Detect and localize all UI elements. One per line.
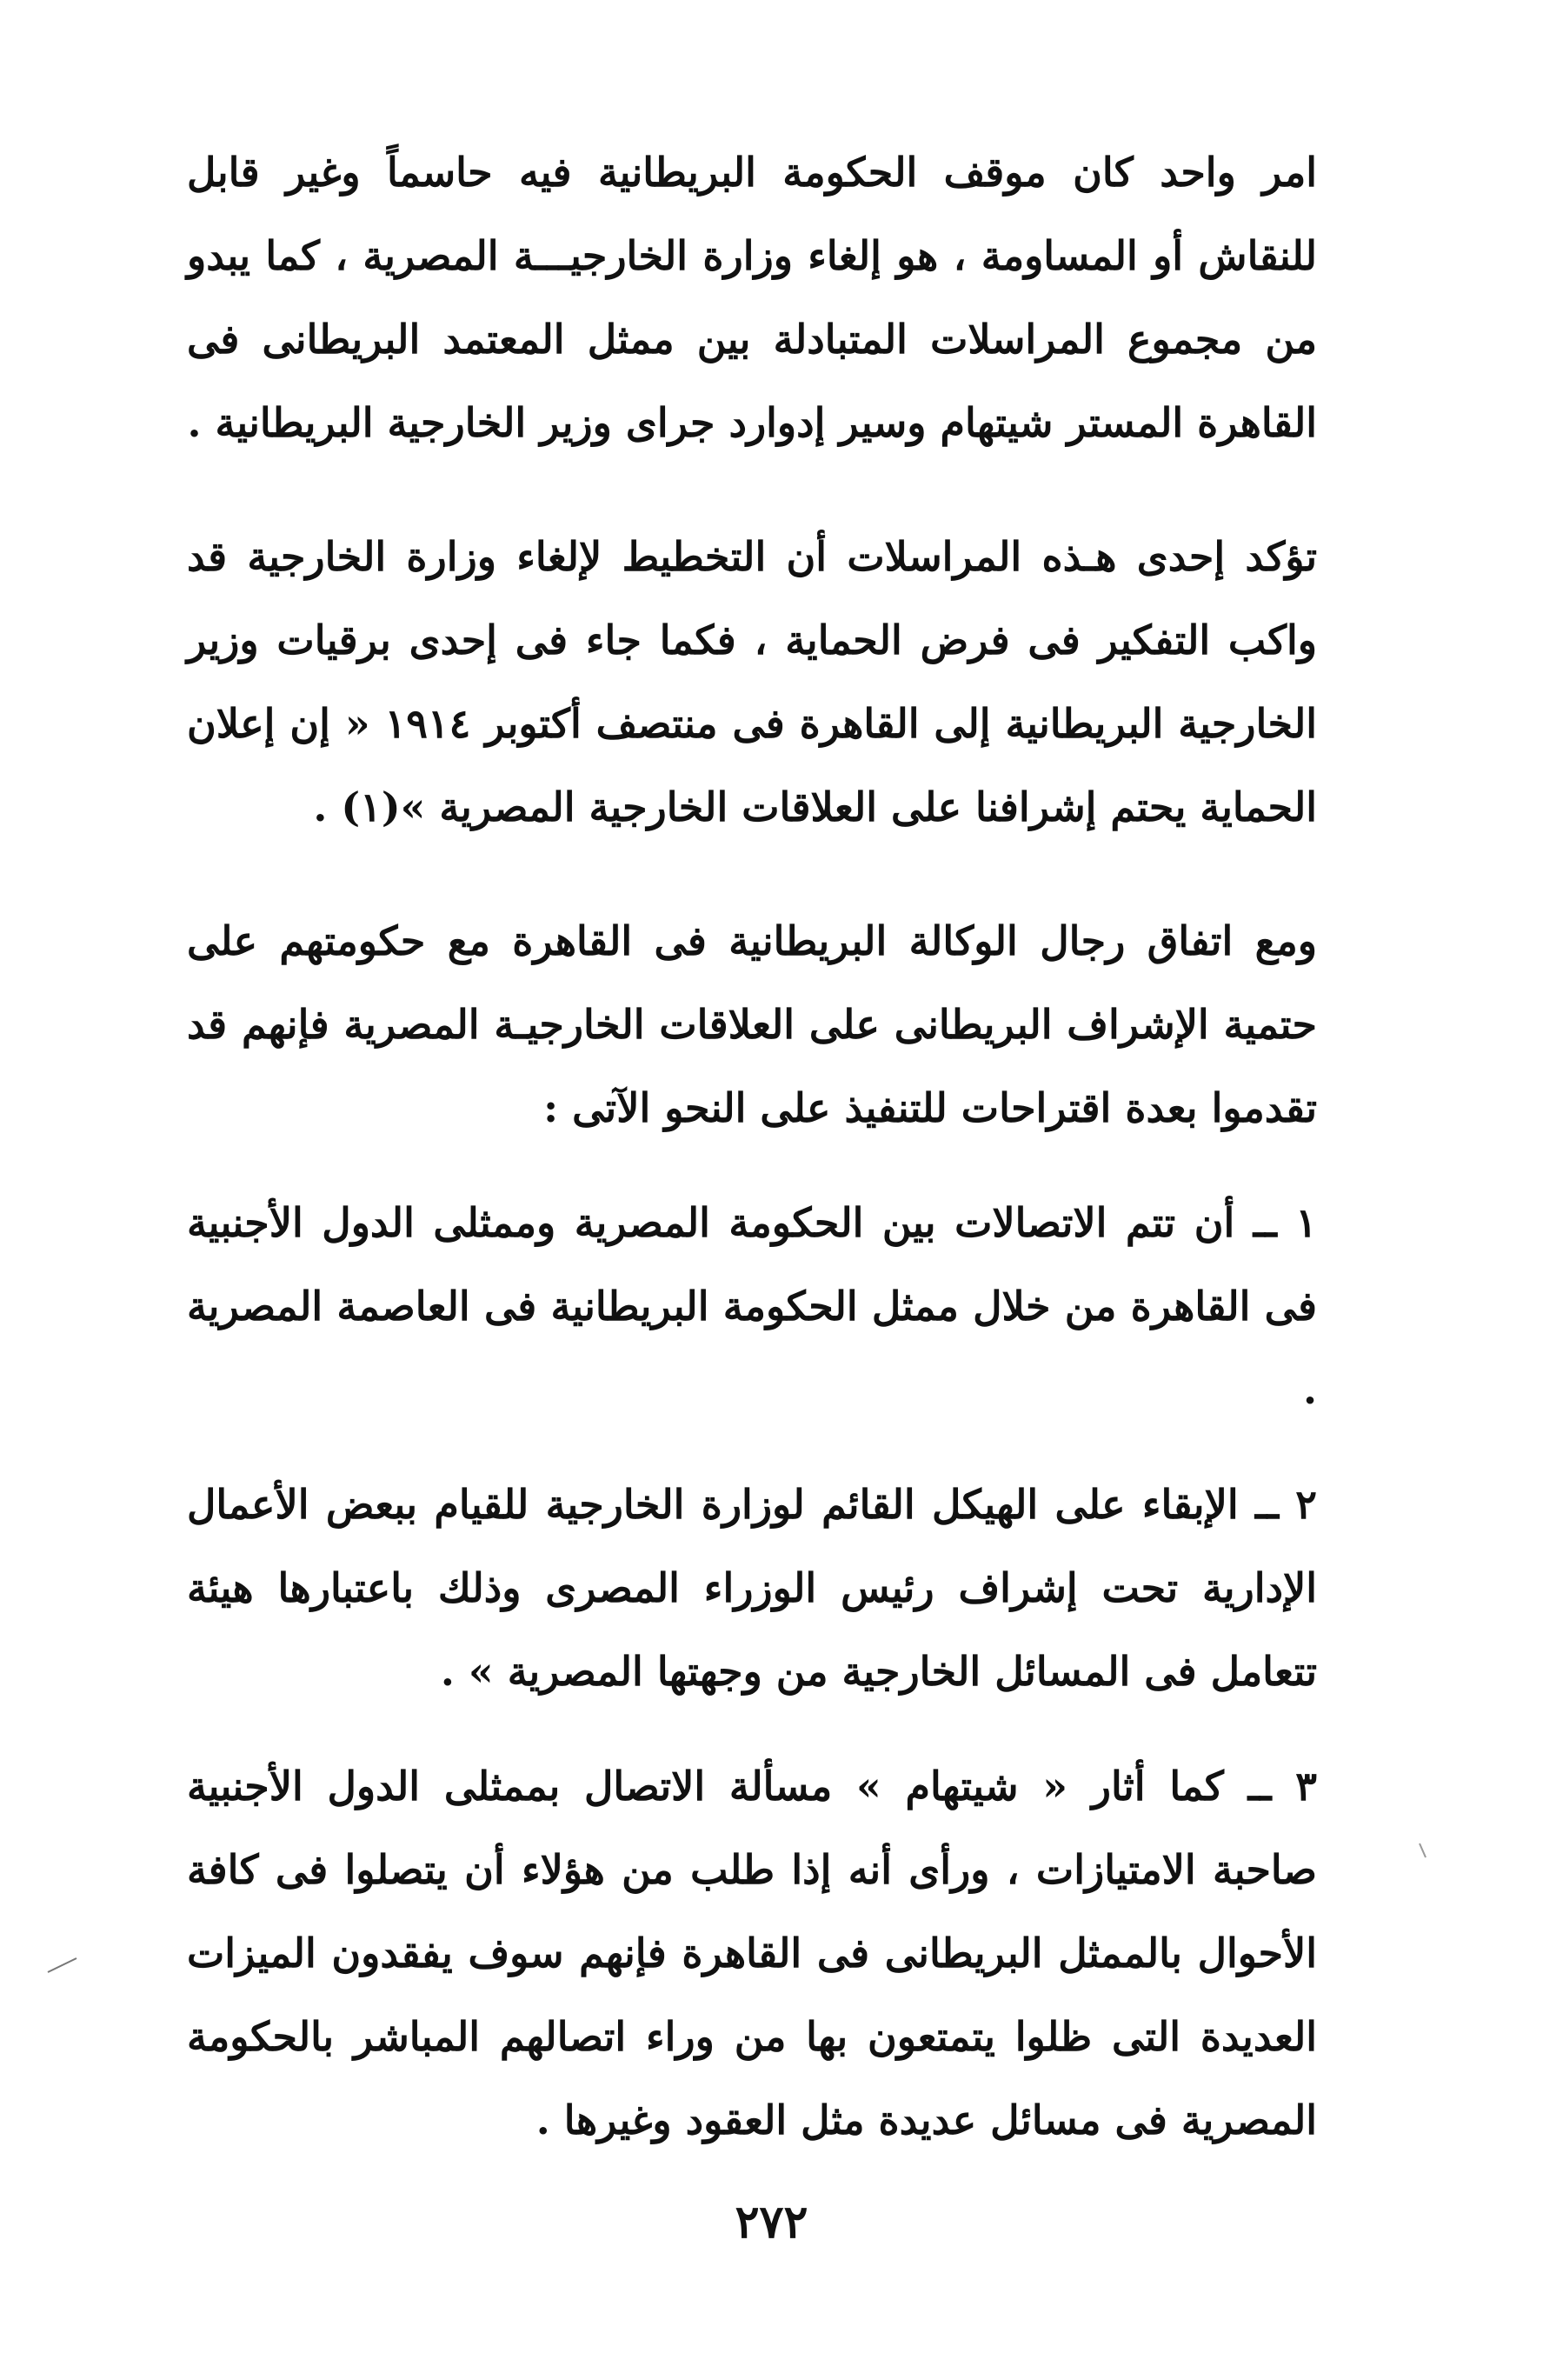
list-item-2: ٢ ــ الإبقاء على الهيكل القائم لوزارة الخارجية للقيام ببعض الأعمال الإدارية تحت إشراف رئيس الوزراء المصرى وذلك باعتبارها هيئة تتعامل فى المسائل الخارجية من وجهتها المصرية » . (187, 1481, 1317, 1695)
list-item-3: ٣ ــ كما أثار « شيتهام » مسألة الاتصال بممثلى الدول الأجنبية صاحبة الامتيازات ، ورأى أنه إذا طلب من هؤلاء أن يتصلوا فى كافة الأحوال بالممثل البريطانى فى القاهرة فإنهم سوف يفقدون الميزات العديدة التى ظلوا يتمتعون بها من وراء اتصالهم المباشر بالحكومة المصرية فى مسائل عديدة مثل العقود وغيرها . (187, 1763, 1317, 2143)
list-item-1: ١ ــ أن تتم الاتصالات بين الحكومة المصرية وممثلى الدول الأجنبية فى القاهرة من خلال ممثل الحكومة البريطانية فى العاصمة المصرية . (187, 1199, 1317, 1413)
paragraph-foreign-ministry-abolition: امر واحد كان موقف الحكومة البريطانية فيه حاسماً وغير قابل للنقاش أو المساومة ، هو إلغاء وزارة الخارجيـــة المصرية ، كما يبدو من مجموع المراسلات المتبادلة بين ممثل المعتمد البريطانى فى القاهرة المستر شيتهام وسير إدوارد جراى وزير الخارجية البريطانية . (187, 149, 1317, 446)
stray-mark-left (48, 1958, 76, 1972)
stray-mark-right (1420, 1843, 1426, 1857)
paragraph-agency-proposals: ومع اتفاق رجال الوكالة البريطانية فى القاهرة مع حكومتهم على حتمية الإشراف البريطانى على العلاقات الخارجيـة المصرية فإنهم قد تقدموا بعدة اقتراحات للتنفيذ على النحو الآتى : (187, 917, 1317, 1131)
page-number: ٢٧٢ (735, 2196, 808, 2249)
paragraph-protection-correspondence: تؤكد إحدى هـذه المراسلات أن التخطيط لإلغاء وزارة الخارجية قد واكب التفكير فى فرض الحماية ، فكما جاء فى إحدى برقيات وزير الخارجية البريطانية إلى القاهرة فى منتصف أكتوبر ١٩١٤ « إن إعلان الحماية يحتم إشرافنا على العلاقات الخارجية المصرية »(١) . (187, 533, 1317, 830)
